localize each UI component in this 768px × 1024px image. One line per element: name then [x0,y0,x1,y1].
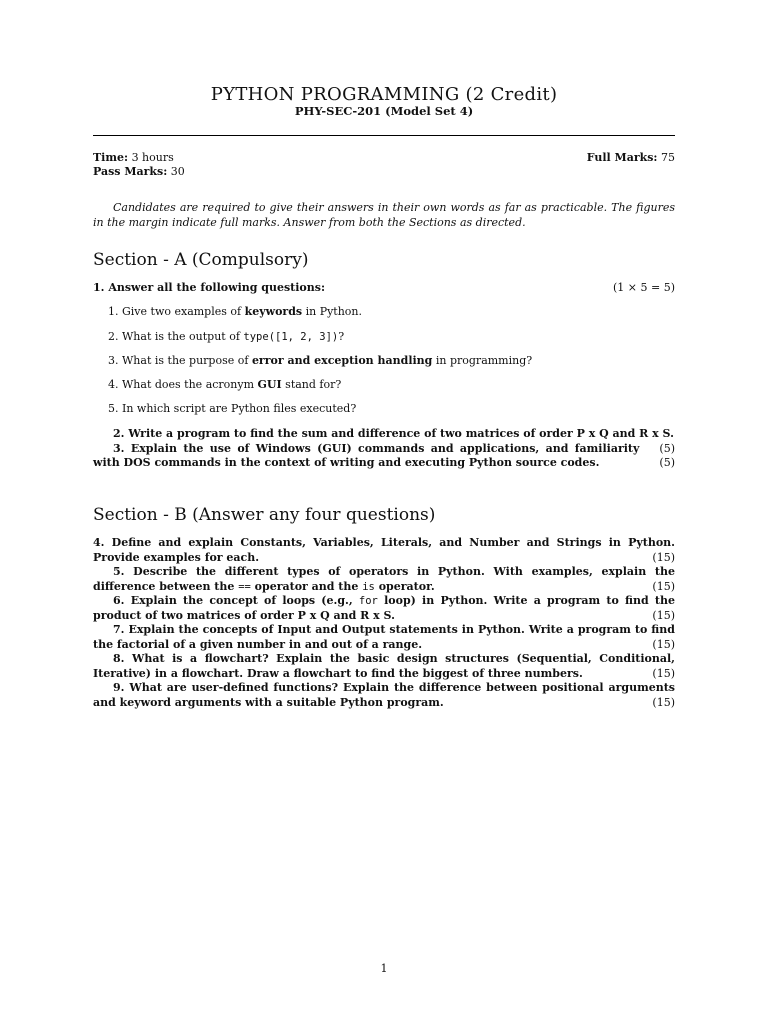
pass-marks-value: 30 [170,165,185,178]
exam-instructions: Candidates are required to give their answers in their own words as far as practicable. The figures in the margin indicate full marks. Answer from both the Sections as directed. [93,201,675,229]
sub-question-4: 4. What does the acronym GUI stand for? [108,378,342,391]
pass-marks-line [93,165,185,179]
question-9: 9. What are user-defined functions? Explain the difference between positional arguments and keyword arguments with a suitable Python program. (15) [93,681,675,709]
section-a-heading: Section - A (Compulsory) [93,250,309,270]
question-2: 2. Write a program to find the sum and difference of two matrices of order P x Q and R x S. (5) [113,427,675,455]
question-3: 3. Explain the use of Windows (GUI) commands and applications, and familiarity with DOS commands in the context of writing and executing Python source codes. (5) [93,441,675,469]
section-b-questions [93,536,675,710]
exam-subtitle: PHY-SEC-201 (Model Set 4) [294,104,474,118]
time-label: Time: [93,151,129,164]
pass-marks-label: Pass Marks: [93,165,168,178]
question-5: 5. Describe the different types of operators in Python. With examples, explain the difference between the == operator and the is operator. (15) [93,565,675,593]
question-2-marks: (5) [659,441,675,455]
question-1-marks: (1 × 5 = 5) [613,281,675,294]
full-marks-line [587,151,675,165]
question-6: 6. Explain the concept of loops (e.g., for loop) in Python. Write a program to find the product of two matrices of order P x Q and R x S. (15) [93,594,675,622]
time-line [93,151,174,165]
sub-question-5: 5. In which script are Python files executed? [108,402,357,415]
question-7: 7. Explain the concepts of Input and Output statements in Python. Write a program to find the factorial of a given number in and out of a range. (15) [93,623,675,651]
section-a-long-questions [93,427,675,471]
question-8: 8. What is a flowchart? Explain the basic design structures (Sequential, Conditional, Iterative) in a flowchart. Draw a flowchart to find the biggest of three numbers. (15) [93,652,675,680]
sub-question-2: 2. What is the output of type([1, 2, 3])? [108,330,345,343]
full-marks-label: Full Marks: [586,151,658,164]
sub-question-1: 1. Give two examples of keywords in Python. [108,305,363,318]
sub-question-3: 3. What is the purpose of error and exception handling in programming? [108,354,533,367]
question-4: 4. Define and explain Constants, Variables, Literals, and Number and Strings in Python. Provide examples for each. (15) [93,536,675,564]
question-3-marks: (5) [659,456,675,469]
section-b-heading: Section - B (Answer any four questions) [93,505,436,525]
question-1 [93,281,675,294]
full-marks-value: 75 [661,151,675,164]
exam-title: PYTHON PROGRAMMING (2 Credit) [210,84,558,105]
page-number: 1 [380,962,388,975]
question-1-text: 1. Answer all the following questions: [93,281,326,294]
time-value: 3 hours [131,151,174,164]
header-divider [93,135,675,136]
